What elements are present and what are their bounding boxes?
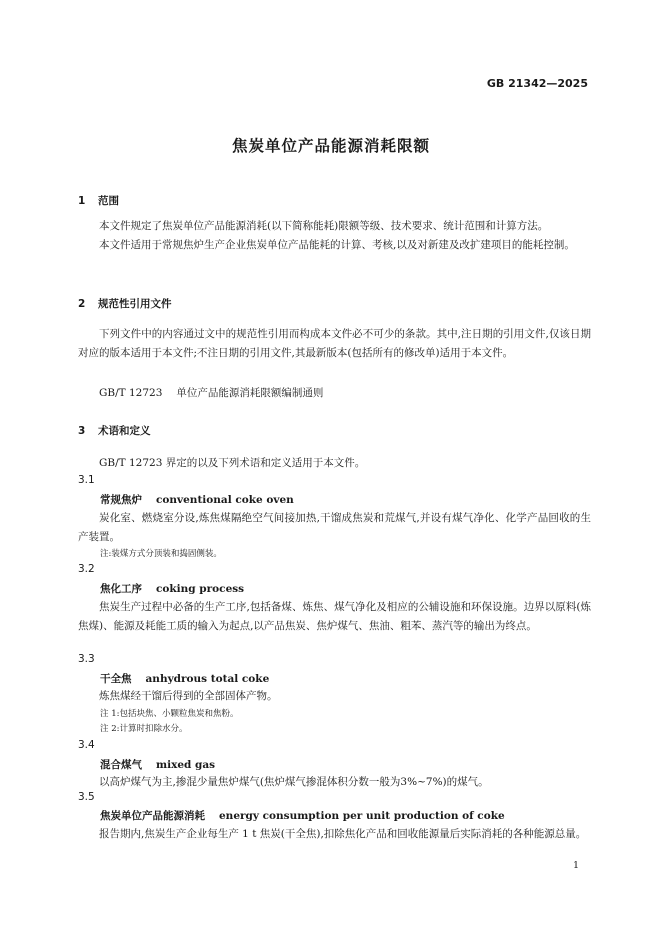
section-1-heading <box>78 193 119 208</box>
term-chinese: 常规焦炉 <box>100 494 142 506</box>
term-number: 3.1 <box>78 474 95 486</box>
page-number: 1 <box>572 860 579 871</box>
standard-code: GB 21342—2025 <box>486 77 588 90</box>
section-number: 2 <box>78 298 86 310</box>
term-heading <box>100 757 215 772</box>
section-title: 规范性引用文件 <box>98 298 172 310</box>
term-chinese: 焦化工序 <box>100 583 142 595</box>
section-title: 范围 <box>98 195 119 207</box>
term-note: 注:装煤方式分顶装和捣固侧装。 <box>100 549 222 559</box>
term-heading <box>100 581 244 596</box>
section-title: 术语和定义 <box>98 425 151 437</box>
term-number: 3.3 <box>78 653 95 665</box>
term-english: anhydrous total coke <box>145 673 270 685</box>
paragraph: 本文件适用于常规焦炉生产企业焦炭单位产品能耗的计算、考核,以及对新建及改扩建项目的能耗控制。 <box>99 239 575 251</box>
term-definition: 以高炉煤气为主,掺混少量焦炉煤气(焦炉煤气掺混体积分数一般为3%~7%)的煤气。 <box>99 776 489 788</box>
section-number: 3 <box>78 425 86 437</box>
reference-title: 单位产品能源消耗限额编制通则 <box>176 387 324 399</box>
term-chinese: 混合煤气 <box>100 759 142 771</box>
reference-code: GB/T 12723 <box>99 387 163 399</box>
paragraph: 本文件规定了焦炭单位产品能源消耗(以下简称能耗)限额等级、技术要求、统计范围和计算方法。 <box>99 220 549 232</box>
term-english: conventional coke oven <box>156 494 294 506</box>
term-heading <box>100 671 269 686</box>
term-heading <box>100 808 505 823</box>
term-number: 3.5 <box>78 791 95 803</box>
term-number: 3.2 <box>78 563 95 575</box>
term-number: 3.4 <box>78 739 95 751</box>
terms-intro: GB/T 12723 界定的以及下列术语和定义适用于本文件。 <box>99 457 366 469</box>
section-number: 1 <box>78 195 86 207</box>
term-definition: 焦炭生产过程中必备的生产工序,包括备煤、炼焦、煤气净化及相应的公辅设施和环保设施。边界以原料(炼焦煤)、能源及耗能工质的输入为起点,以产品焦炭、焦炉煤气、焦油、粗苯、蒸汽等的输出为终点。 <box>78 601 591 632</box>
term-definition: 炼焦煤经干馏后得到的全部固体产物。 <box>99 690 278 702</box>
term-english: coking process <box>156 583 245 595</box>
term-definition: 报告期内,焦炭生产企业每生产 1 t 焦炭(干全焦),扣除焦化产品和回收能源量后实际消耗的各种能源总量。 <box>99 828 587 840</box>
section-2-heading <box>78 296 172 311</box>
section-3-heading <box>78 423 151 438</box>
term-chinese: 干全焦 <box>100 673 132 685</box>
normative-reference <box>99 385 323 400</box>
term-definition: 炭化室、燃烧室分设,炼焦煤隔绝空气间接加热,干馏成焦炭和荒煤气,并设有煤气净化、化学产品回收的生产装置。 <box>78 512 591 543</box>
document-title: 焦炭单位产品能源消耗限额 <box>231 137 430 155</box>
term-heading <box>100 492 294 507</box>
term-note: 注 2:计算时扣除水分。 <box>100 724 188 734</box>
term-note: 注 1:包括块焦、小颗粒焦炭和焦粉。 <box>100 709 239 719</box>
paragraph: 下列文件中的内容通过文中的规范性引用而构成本文件必不可少的条款。其中,注日期的引用文件,仅该日期对应的版本适用于本文件;不注日期的引用文件,其最新版本(包括所有的修改单)适用于本文件。 <box>78 328 591 359</box>
term-chinese: 焦炭单位产品能源消耗 <box>100 810 205 822</box>
term-english: energy consumption per unit production of coke <box>219 810 505 822</box>
term-english: mixed gas <box>156 759 216 771</box>
